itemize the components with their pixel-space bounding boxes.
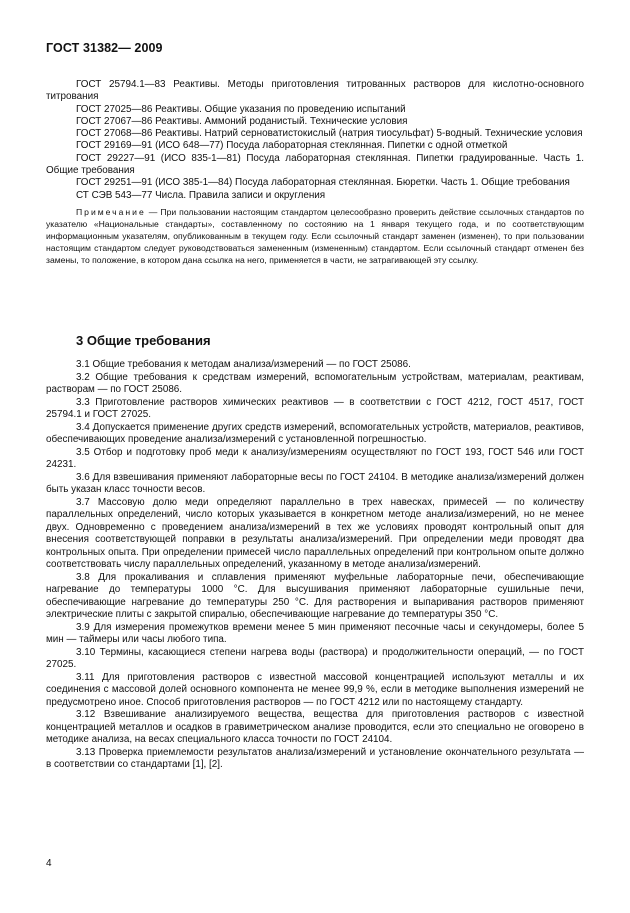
clause-paragraph: 3.13 Проверка приемлемости результатов анализа/измерений и установление окончательного результата — в соответствии со стандартами [1], [2]. — [46, 746, 584, 770]
clause-paragraph: 3.1 Общие требования к методам анализа/измерений — по ГОСТ 25086. — [76, 359, 411, 370]
clause-paragraph: 3.6 Для взвешивания применяют лабораторные весы по ГОСТ 24104. В методике анализа/измерений должен быть указан класс точности весов. — [46, 471, 584, 495]
clause-paragraph: 3.11 Для приготовления растворов с известной массовой концентрацией используют металлы и их соединения с массовой долей основного компонента не менее 99,9 %, если в методике выполнения измерений не предусмотрено иное. Способ приготовления растворов — по ГОСТ 4212 или по настоящему стандарту. — [46, 671, 584, 708]
section-title: 3 Общие требования — [76, 333, 211, 348]
section-body — [46, 359, 584, 772]
note-text: — При пользовании настоящим стандартом целесообразно проверить действие ссылочных стандартов по указателю «Национальные стандарты», составленному по состоянию на 1 января текущего года, и по соответствующим информационным указателям, опубликованным в текущем году. Если ссылочный стандарт заменен (изменен), то при пользовании настоящим стандартом следует руководствоваться замененным (измененным) стандартом. Если ссылочный стандарт отменен без замены, то положение, в котором дана ссылка на него, применяется в части, не затрагивающей эту ссылку. — [46, 206, 584, 266]
clause-paragraph: 3.3 Приготовление растворов химических реактивов — в соответствии с ГОСТ 4212, ГОСТ 4517, ГОСТ 25794.1 и ГОСТ 27025. — [46, 396, 584, 420]
note-label: Примечание — [76, 206, 146, 217]
reference-item: ГОСТ 29251—91 (ИСО 385-1—84) Посуда лабораторная стеклянная. Бюретки. Часть 1. Общие требования — [76, 177, 570, 189]
clause-paragraph: 3.12 Взвешивание анализируемого вещества, вещества для приготовления растворов с известной концентрацией металлов и осадков в гравиметрическом анализе проводится, если это специально не оговорено в методике анализа, на весах специального класса точности по ГОСТ 24104. — [46, 709, 584, 745]
normative-references — [46, 79, 584, 266]
clause-paragraph: 3.7 Массовую долю меди определяют параллельно в трех навесках, примесей — по количеству параллельных определений, число которых указывается в конкретном методе анализа/измерений, но не менее двух. Одновременно с проведением анализа/измерений в тех же условиях проводят контрольный опыт для внесения соответствующей поправки в результаты анализа/измерений. При определении меди проводят два контрольных опыта. При определении примесей число параллельных определений при контрольном опыте должно соответствовать числу параллельных определений, указанному в методе анализа/измерений. — [46, 496, 584, 570]
reference-item: ГОСТ 27025—86 Реактивы. Общие указания по проведению испытаний — [76, 103, 406, 115]
document-header: ГОСТ 31382— 2009 — [46, 41, 163, 55]
clause-paragraph: 3.2 Общие требования к средствам измерений, вспомогательным устройствам, материалам, реактивам, растворам — по ГОСТ 25086. — [46, 371, 584, 395]
reference-item: ГОСТ 29169—91 (ИСО 648—77) Посуда лабораторная стеклянная. Пипетки с одной отметкой — [76, 140, 508, 152]
reference-item: ГОСТ 27068—86 Реактивы. Натрий серноватистокислый (натрия тиосульфат) 5-водный. Технические условия — [76, 128, 583, 140]
page-number: 4 — [46, 858, 52, 869]
clause-paragraph: 3.8 Для прокаливания и сплавления применяют муфельные лабораторные печи, обеспечивающие нагревание до температуры 1000 °С. Для высушивания применяют лабораторные сушильные печи, обеспечивающие нагревание до температуры 250 °С. Для растворения и выпаривания растворов применяют электрические плиты с закрытой спиралью, обеспечивающие нагревание до температуры 350 °С. — [46, 571, 584, 620]
reference-item: СТ СЭВ 543—77 Числа. Правила записи и округления — [76, 189, 326, 201]
clause-paragraph: 3.4 Допускается применение других средств измерений, вспомогательных устройств, материалов, реактивов, обеспечивающих проведение анализа/измерений с установленной погрешностью. — [46, 421, 584, 445]
reference-item: ГОСТ 27067—86 Реактивы. Аммоний роданистый. Технические условия — [76, 115, 408, 127]
clause-paragraph: 3.9 Для измерения промежутков времени менее 5 мин применяют песочные часы и секундомеры, более 5 мин — таймеры или часы любого типа. — [46, 621, 584, 645]
note-paragraph — [46, 206, 584, 266]
reference-item: ГОСТ 25794.1—83 Реактивы. Методы приготовления титрованных растворов для кислотно-основного титрования — [46, 79, 584, 103]
clause-paragraph: 3.10 Термины, касающиеся степени нагрева воды (раствора) и продолжительности операций, — по ГОСТ 27025. — [46, 646, 584, 670]
reference-item: ГОСТ 29227—91 (ИСО 835-1—81) Посуда лабораторная стеклянная. Пипетки градуированные. Часть 1. Общие требования — [46, 152, 584, 177]
clause-paragraph: 3.5 Отбор и подготовку проб меди к анализу/измерениям осуществляют по ГОСТ 193, ГОСТ 546 или ГОСТ 24231. — [46, 446, 584, 470]
